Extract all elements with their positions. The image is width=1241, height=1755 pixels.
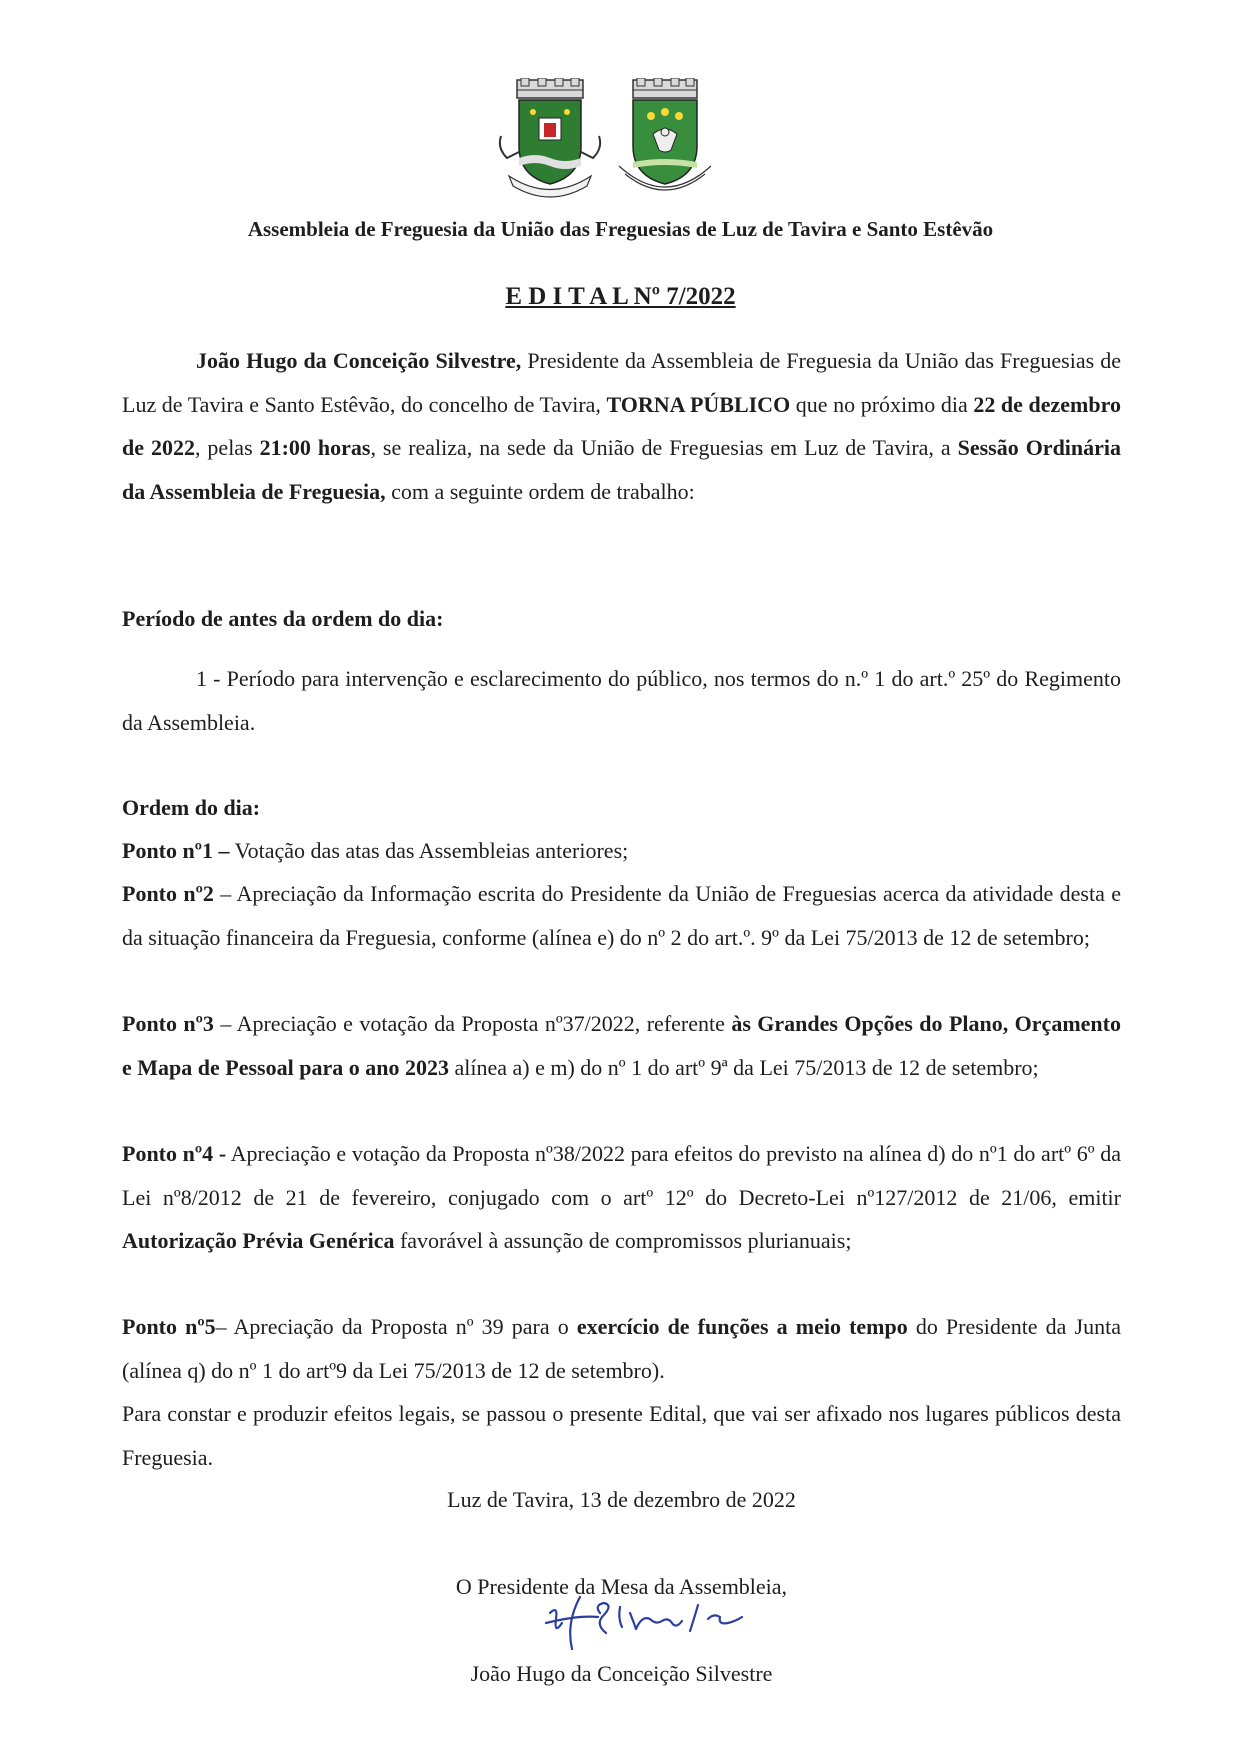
coats-of-arms (495, 78, 715, 208)
point-5-text-2: do Presidente da Junta (alínea q) do nº 1 do artº9 da Lei 75/2013 de 12 de setembro). (122, 1314, 1121, 1383)
intro-text-2: que no próximo dia (790, 391, 974, 417)
intro-text-4: , se realiza, na sede da União de Freguesias em Luz de Tavira, a (370, 435, 958, 460)
signatory-name: João Hugo da Conceição Silvestre (470, 1661, 773, 1686)
torna-publico: TORNA PÚBLICO (606, 391, 791, 417)
intro-text-3: , pelas (194, 435, 260, 460)
point-2-text: – Apreciação da Informação escrita do Presidente da União de Freguesias acerca da atividade desta e da situação financeira da Freguesia, conforme (alínea e) do nº 2 do art.º. 9º da Lei 75/2013 de 12 de setembro; (122, 881, 1122, 950)
assembly-name: Assembleia de Freguesia da União das Freguesias de Luz de Tavira e Santo Estêvão (247, 217, 994, 241)
intro-paragraph (122, 339, 1121, 513)
president-name: João Hugo da Conceição Silvestre, (196, 348, 522, 373)
point-1-label: Ponto nº1 – (122, 838, 230, 863)
point-3-text-1: – Apreciação e votação da Proposta nº37/2022, referente (213, 1011, 732, 1036)
edital-title: E D I T A L Nº 7/2022 (505, 283, 736, 310)
agenda-point-5 (122, 1305, 1121, 1392)
luz-tavira-crest-icon (495, 78, 605, 203)
agenda-heading: Ordem do dia: (122, 795, 261, 820)
intro-text-1: Presidente da Assembleia de Freguesia da União das Freguesias de Luz de Tavira e Santo Estêvão, do concelho de Tavira, (122, 348, 1121, 417)
signature-icon (538, 1583, 768, 1653)
agenda-point-3 (122, 1002, 1121, 1089)
point-1-text: Votação das atas das Assembleias anteriores; (229, 838, 629, 863)
signatory-role: O Presidente da Mesa da Assembleia, (455, 1574, 788, 1599)
point-5-text-1: – Apreciação da Proposta nº 39 para o (215, 1314, 577, 1339)
agenda-point-4 (122, 1132, 1121, 1263)
closing-text: Para constar e produzir efeitos legais, se passou o presente Edital, que vai ser afixado nos lugares públicos desta Freguesia. (122, 1401, 1121, 1470)
point-3-bold: às Grandes Opções do Plano, Orçamento e Mapa de Pessoal para o ano 2023 (122, 1011, 1121, 1080)
before-agenda-item: 1 - Período para intervenção e esclarecimento do público, nos termos do n.º 1 do art.º 25º do Regimento da Assembleia. (122, 666, 1121, 735)
point-5-label: Ponto nº5 (122, 1314, 216, 1339)
agenda-point-1 (122, 829, 1121, 873)
santo-estevao-crest-icon (613, 78, 718, 203)
place-date: Luz de Tavira, 13 de dezembro de 2022 (447, 1487, 796, 1512)
point-4-text-2: favorável à assunção de compromissos plurianuais; (394, 1228, 852, 1253)
before-agenda-heading: Período de antes da ordem do dia: (122, 606, 444, 631)
point-3-text-2: alínea a) e m) do nº 1 do artº 9ª da Lei 75/2013 de 12 de setembro; (448, 1054, 1039, 1080)
session-type: Sessão Ordinária da Assembleia de Freguesia, (122, 435, 1122, 504)
point-4-label: Ponto nº4 - (122, 1141, 227, 1166)
session-date: 22 de dezembro de 2022 (122, 391, 1121, 460)
agenda-point-2 (122, 872, 1121, 959)
point-3-label: Ponto nº3 (122, 1011, 214, 1036)
intro-text-5: com a seguinte ordem de trabalho: (385, 478, 695, 504)
point-4-text-1: Apreciação e votação da Proposta nº38/2022 para efeitos do previsto na alínea d) do nº1 do artº 6º da Lei nº8/2012 de 21 de fevereiro, conjugado com o artº 12º do Decreto-Lei nº127/2012 de 21/06, emitir (122, 1141, 1121, 1210)
point-4-bold: Autorização Prévia Genérica (122, 1228, 395, 1253)
session-time: 21:00 horas (259, 435, 371, 460)
point-2-label: Ponto nº2 (122, 881, 214, 906)
point-5-bold: exercício de funções a meio tempo (576, 1314, 908, 1339)
